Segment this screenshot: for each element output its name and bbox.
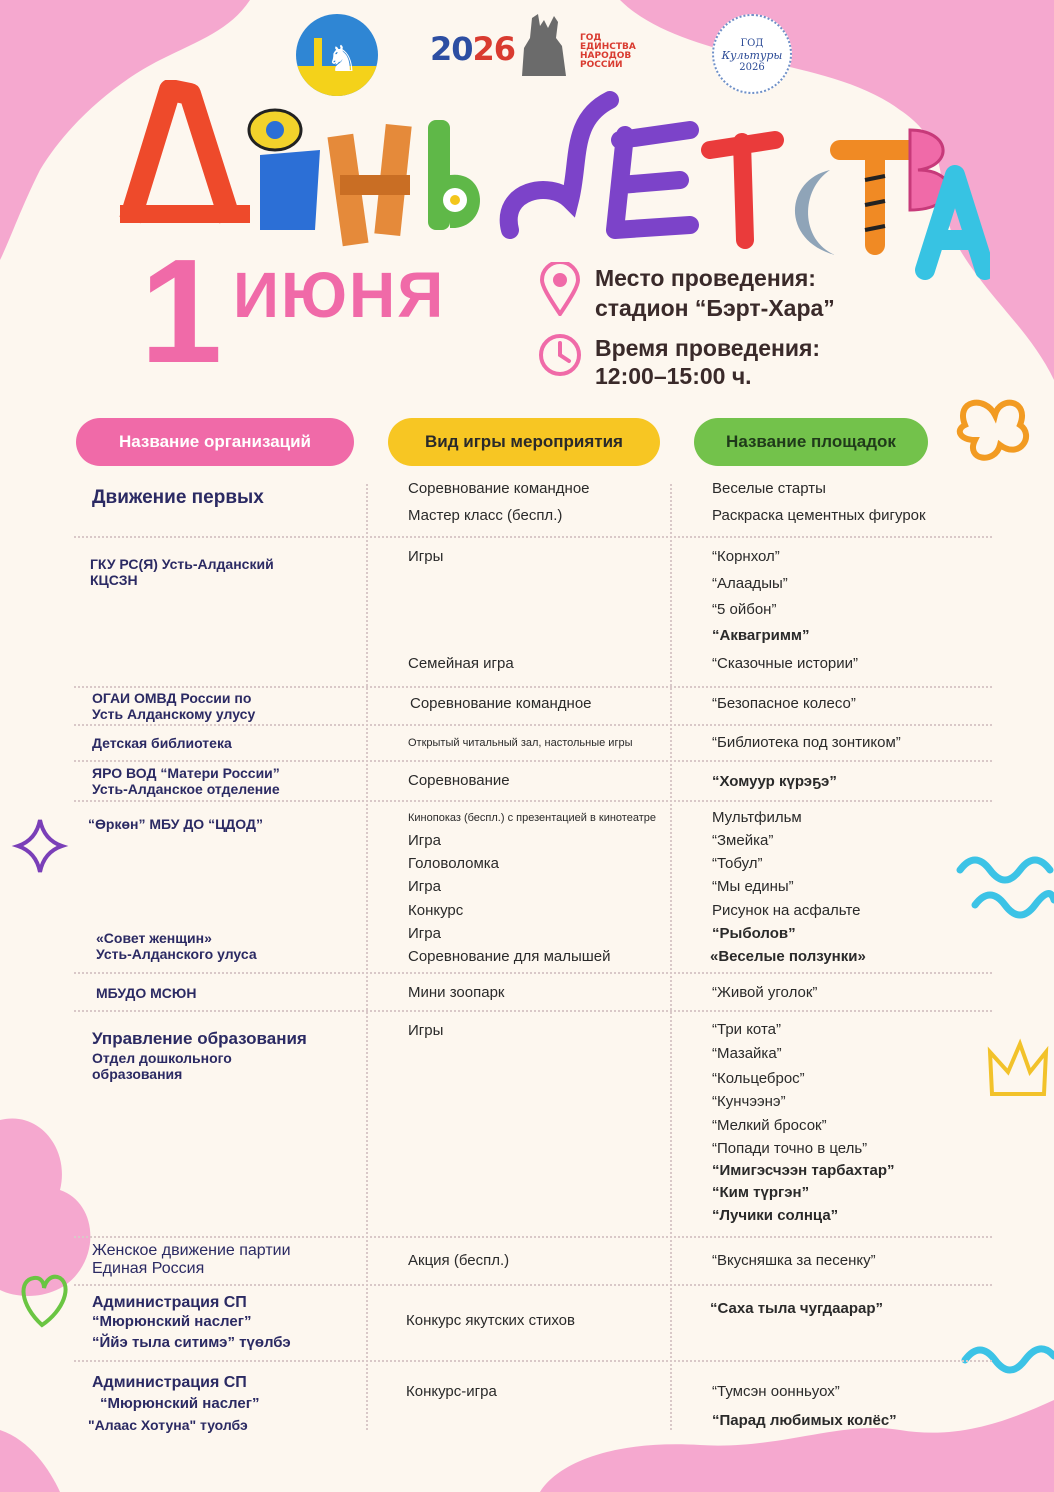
row-6-venue: “Тобул” xyxy=(712,855,763,872)
row-2-activity: Игры xyxy=(408,548,444,565)
row-8-organization: Отдел дошкольного xyxy=(92,1050,232,1066)
row-divider xyxy=(74,536,992,538)
place-value: стадион “Бэрт-Хара” xyxy=(595,295,835,321)
row-8-venue: “Мазайка” xyxy=(712,1045,782,1062)
row-1-activity: Мастер класс (беспл.) xyxy=(408,507,563,524)
row-1-venue: Веселые старты xyxy=(712,480,826,497)
row-divider xyxy=(74,800,992,802)
location-pin-icon xyxy=(540,262,580,316)
row-10-organization: “Мюрюнский наслег” xyxy=(92,1313,252,1330)
row-10-activity: Конкурс якутских стихов xyxy=(406,1312,575,1329)
culture-logo-line: 2026 xyxy=(739,62,765,73)
row-11-venue: “Парад любимых колёс” xyxy=(712,1412,897,1429)
row-5-organization: Усть-Алданское отделение xyxy=(92,781,280,797)
row-10-venue: “Саха тыла чугдаарар” xyxy=(710,1300,884,1317)
row-8-venue: “Мелкий бросок” xyxy=(712,1117,827,1134)
row-9-organization: Единая Россия xyxy=(92,1260,205,1277)
row-11-organization: “Мюрюнский наслег” xyxy=(100,1395,260,1412)
row-8-venue: “Попади точно в цель” xyxy=(712,1140,868,1157)
row-1-activity: Соревнование командное xyxy=(408,480,590,497)
row-divider xyxy=(74,1284,992,1286)
row-11-organization: Администрация СП xyxy=(92,1374,247,1391)
row-6-activity: Игра xyxy=(408,925,441,942)
row-2-organization: ГКУ РС(Я) Усть-Алданский xyxy=(90,556,274,572)
row-7-organization: МБУДО МСЮН xyxy=(96,985,197,1001)
culture-logo-line: Культуры xyxy=(721,49,783,62)
row-2-venue: “5 ойбон” xyxy=(712,601,777,618)
column-header-organization: Название организаций xyxy=(76,418,354,466)
row-10-organization: Администрация СП xyxy=(92,1294,247,1311)
horse-icon: ♞ xyxy=(326,39,359,80)
row-6-organization: “Өркөн” МБУ ДО “ЦДОД” xyxy=(88,816,263,832)
row-3-activity: Соревнование командное xyxy=(410,695,592,712)
place-label: Место проведения: xyxy=(595,265,816,291)
clock-icon xyxy=(538,333,582,377)
row-4-venue: “Библиотека под зонтиком” xyxy=(712,734,901,751)
column-divider xyxy=(366,484,368,1430)
date-day: 1 xyxy=(140,229,223,394)
row-8-activity: Игры xyxy=(408,1022,444,1039)
row-divider xyxy=(74,1010,992,1012)
row-7-venue: “Живой уголок” xyxy=(712,984,818,1001)
row-6-activity: Игра xyxy=(408,832,441,849)
year-of-unity-logo xyxy=(430,8,658,86)
row-9-activity: Акция (беспл.) xyxy=(408,1252,510,1269)
row-divider xyxy=(74,1236,992,1238)
row-10-organization: “Ййэ тыла ситимэ” түөлбэ xyxy=(92,1334,291,1351)
row-1-venue: Раскраска цементных фигурок xyxy=(712,507,926,524)
row-4-organization: Детская библиотека xyxy=(92,735,232,751)
page-title xyxy=(110,80,990,280)
logo-text-line: НАРОДОВ xyxy=(580,51,632,61)
row-6-venue: Рисунок на асфальте xyxy=(712,902,861,919)
row-7-activity: Мини зоопарк xyxy=(408,984,505,1001)
row-4-activity: Открытый читальный зал, настольные игры xyxy=(408,737,633,749)
row-6-organization: «Совет женщин» xyxy=(96,930,212,946)
row-11-activity: Конкурс-игра xyxy=(406,1383,497,1400)
squiggle-doodle xyxy=(960,860,1050,880)
row-8-venue: “Кольцеброс” xyxy=(712,1070,805,1087)
row-1-organization: Движение первых xyxy=(92,487,264,508)
row-divider xyxy=(74,1360,992,1362)
logo-year-suffix: 26 xyxy=(472,30,516,68)
row-6-venue: “Мы едины” xyxy=(712,878,794,895)
row-6-venue: Мультфильм xyxy=(712,809,802,826)
row-2-venue: “Корнхол” xyxy=(712,548,780,565)
row-2-activity: Семейная игра xyxy=(408,655,514,672)
time-value: 12:00–15:00 ч. xyxy=(595,363,752,389)
row-6-activity: Головоломка xyxy=(408,855,500,872)
row-8-venue: “Три кота” xyxy=(712,1021,781,1038)
row-6-activity: Соревнование для малышей xyxy=(408,948,611,965)
column-header-activity: Вид игры мероприятия xyxy=(388,418,660,466)
row-6-activity: Конкурс xyxy=(408,902,464,919)
row-9-venue: “Вкусняшка за песенку” xyxy=(712,1252,876,1269)
row-divider xyxy=(74,686,992,688)
row-divider xyxy=(74,724,992,726)
row-8-venue: “Кунчээнэ” xyxy=(712,1093,786,1110)
row-8-venue: “Имигэсчээн тарбахтар” xyxy=(712,1162,895,1179)
row-6-venue: «Веселые ползунки» xyxy=(710,948,866,965)
logo-text-line: ГОД xyxy=(580,33,602,43)
row-2-venue: “Алаадыы” xyxy=(712,575,788,592)
row-6-venue: “Змейка” xyxy=(712,832,774,849)
culture-logo-line: ГОД xyxy=(740,38,764,49)
row-3-venue: “Безопасное колесо” xyxy=(712,695,856,712)
row-11-venue: “Тумсэн оонньуох” xyxy=(712,1383,840,1400)
row-6-organization: Усть-Алданского улуса xyxy=(96,946,257,962)
row-3-organization: ОГАИ ОМВД России по xyxy=(92,690,252,706)
row-5-activity: Соревнование xyxy=(408,772,510,789)
row-8-organization: Управление образования xyxy=(92,1029,307,1048)
crown-doodle xyxy=(990,1044,1046,1094)
row-3-organization: Усть Алданскому улусу xyxy=(92,706,256,722)
row-divider xyxy=(74,760,992,762)
star-doodle xyxy=(18,820,62,872)
logo-text-line: ЕДИНСТВА xyxy=(580,42,636,52)
row-8-venue: “Ким түргэн” xyxy=(712,1184,810,1201)
row-8-organization: образования xyxy=(92,1066,183,1082)
row-5-venue: “Хомуур күрэҕэ” xyxy=(712,773,837,790)
row-9-organization: Женское движение партии xyxy=(92,1242,291,1259)
column-divider xyxy=(670,484,672,1430)
row-2-venue: “Аквагримм” xyxy=(712,627,810,644)
row-2-organization: КЦСЗН xyxy=(90,572,138,588)
row-6-venue: “Рыболов” xyxy=(712,925,796,942)
row-6-activity: Кинопоказ (беспл.) с презентацией в кинотеатре xyxy=(408,812,656,824)
row-11-organization: "Алаас Хотуна" туолбэ xyxy=(88,1417,248,1433)
row-8-venue: “Лучики солнца” xyxy=(712,1207,839,1224)
monument-icon xyxy=(514,8,574,78)
logo-text-line: РОССИИ xyxy=(580,60,623,70)
column-header-venue: Название площадок xyxy=(694,418,928,466)
time-label: Время проведения: xyxy=(595,335,821,361)
date-month: ИЮНЯ xyxy=(233,259,446,331)
row-2-venue: “Сказочные истории” xyxy=(712,655,859,672)
row-5-organization: ЯРО ВОД “Матери России” xyxy=(92,765,280,781)
logo-year-prefix: 20 xyxy=(430,30,473,68)
row-6-activity: Игра xyxy=(408,878,441,895)
row-divider xyxy=(74,972,992,974)
flower-doodle xyxy=(960,403,1026,458)
